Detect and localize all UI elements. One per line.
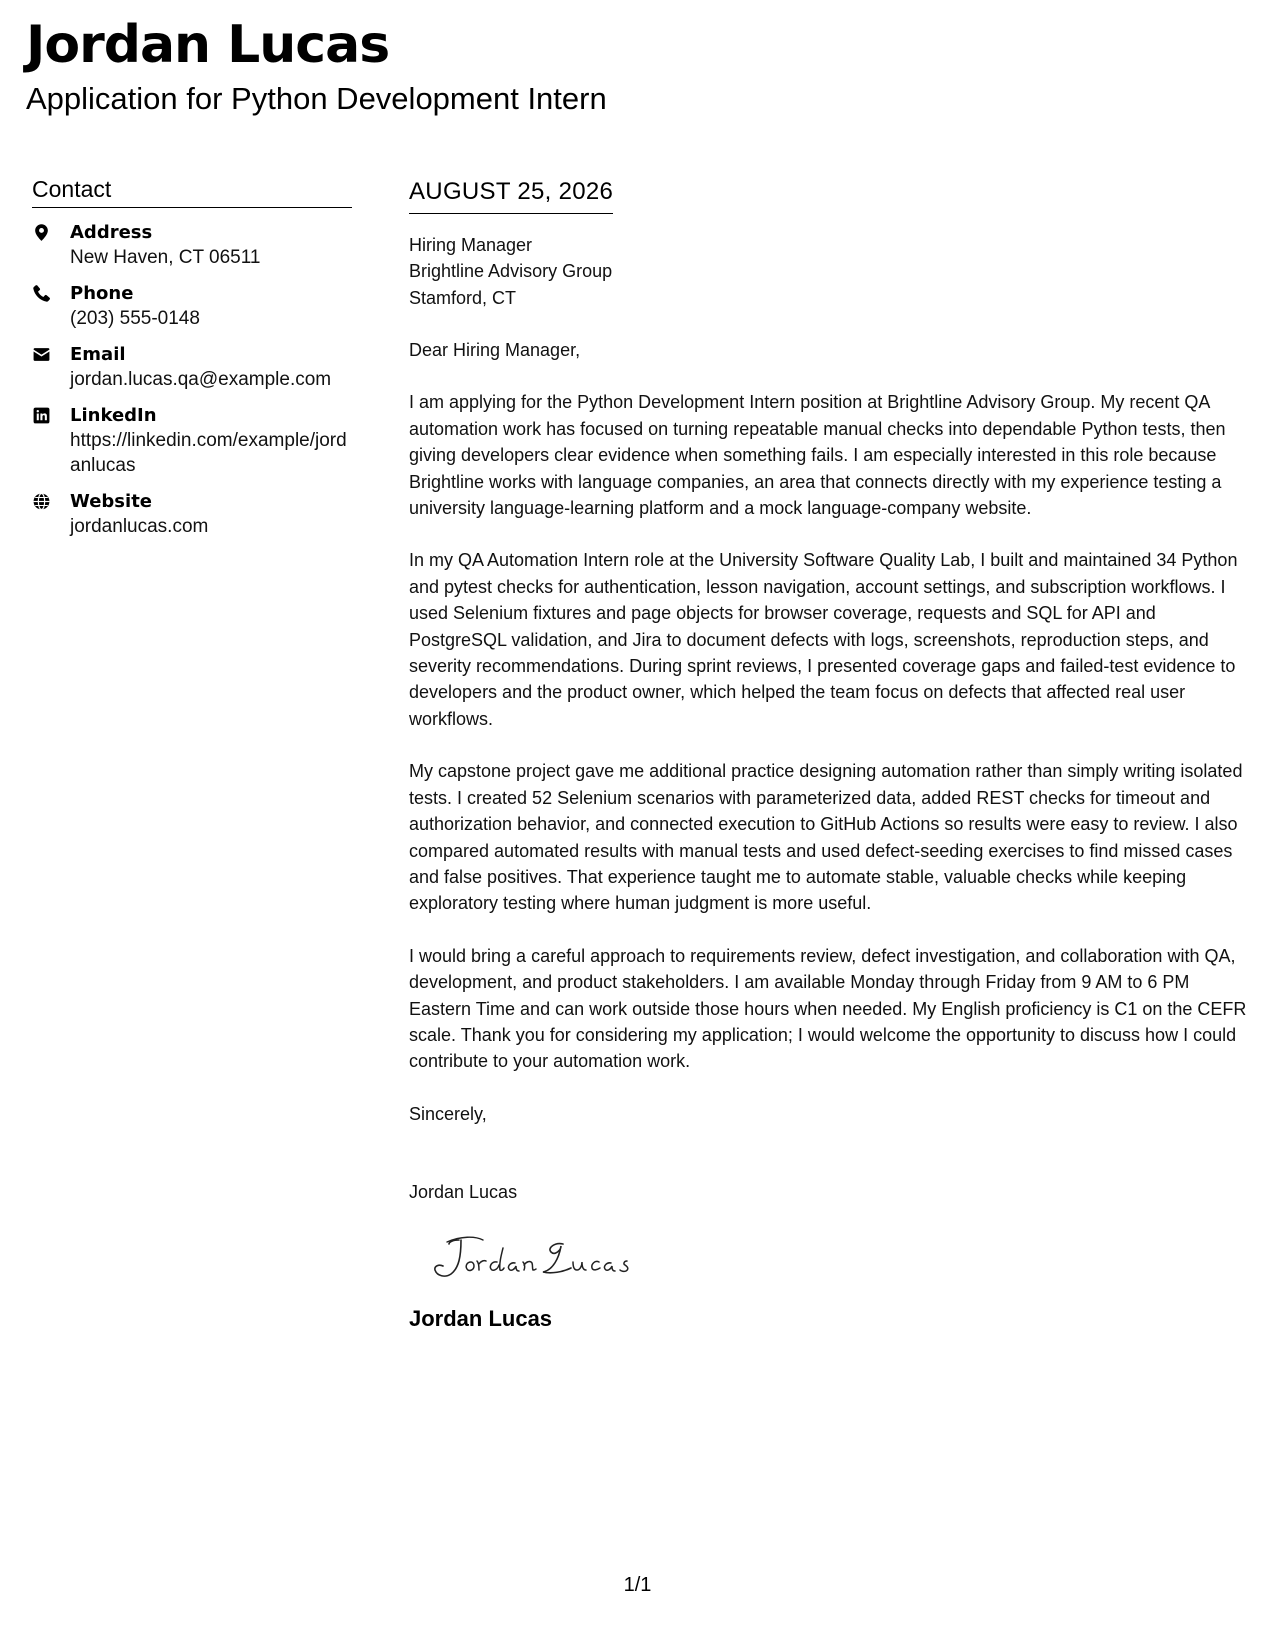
letter-body (409, 178, 1249, 1332)
salutation: Dear Hiring Manager, (409, 340, 581, 361)
location-pin-icon (32, 220, 70, 242)
contact-section-title: Contact (32, 176, 352, 208)
paragraph-3: My capstone project gave me additional practice designing automation rather than simply writing isolated tests. I created 52 Selenium scenarios with parameterized data, added REST checks for timeout and authorization behavior, and connected execution to GitHub Actions so results were easy to review. I also compared automated results with manual tests and used defect-seeding exercises to find missed cases and false positives. That experience taught me to automate stable, valuable checks while keeping exploratory testing where human judgment is more useful. (409, 761, 1243, 914)
letter-date: AUGUST 25, 2026 (409, 178, 614, 205)
application-subtitle: Application for Python Development Intern (26, 81, 607, 116)
signer-name-bold: Jordan Lucas (409, 1305, 553, 1331)
contact-label-phone: Phone (70, 282, 134, 304)
contact-value-website[interactable]: jordanlucas.com (70, 515, 209, 537)
recipient-company: Brightline Advisory Group (409, 261, 613, 282)
contact-label-linkedin: LinkedIn (70, 404, 157, 426)
contact-value-email[interactable]: jordan.lucas.qa@example.com (70, 368, 332, 390)
phone-icon (32, 281, 70, 303)
closing: Sincerely, (409, 1103, 487, 1124)
contact-item-address (32, 220, 352, 270)
contact-value-linkedin[interactable]: https://linkedin.com/example/jordanlucas (70, 429, 347, 476)
recipient-title: Hiring Manager (409, 234, 533, 255)
recipient-location: Stamford, CT (409, 287, 517, 308)
contact-value-phone: (203) 555-0148 (70, 307, 200, 329)
page-number: 1/1 (623, 1574, 652, 1596)
handwritten-signature (431, 1228, 1249, 1288)
contact-item-linkedin (32, 403, 352, 478)
linkedin-icon (32, 403, 70, 425)
applicant-name: Jordan Lucas (26, 15, 390, 75)
contact-label-address: Address (70, 221, 153, 243)
paragraph-4: I would bring a careful approach to requirements review, defect investigation, and collaboration with QA, development, and product stakeholders. I am available Monday through Friday from 9 AM to 6 PM Eastern Time and can work outside those hours when needed. My English proficiency is C1 on the CEFR scale. Thank you for considering my application; I would welcome the opportunity to discuss how I could contribute to your automation work. (409, 945, 1247, 1072)
contact-item-website (32, 489, 352, 539)
paragraph-1: I am applying for the Python Development Intern position at Brightline Advisory Group. My recent QA automation work has focused on turning repeatable manual checks into dependable Python tests, then giving developers clear evidence when something fails. I am especially interested in this role because Brightline works with language companies, an area that connects directly with my experience testing a university language-learning platform and a mock language-company website. (409, 392, 1226, 519)
contact-label-website: Website (70, 490, 153, 512)
date-underline (409, 178, 613, 214)
signer-name: Jordan Lucas (409, 1182, 518, 1203)
contact-list (32, 220, 352, 539)
contact-item-email (32, 342, 352, 392)
contact-value-address: New Haven, CT 06511 (70, 246, 261, 268)
contact-label-email: Email (70, 343, 126, 365)
recipient-block (409, 232, 1249, 311)
paragraph-2: In my QA Automation Intern role at the University Software Quality Lab, I built and maintained 34 Python and pytest checks for authentication, lesson navigation, account settings, and subscription workflows. I used Selenium fixtures and page objects for browser coverage, requests and SQL for API and PostgreSQL validation, and Jira to document defects with logs, screenshots, reproduction steps, and severity recommendations. During sprint reviews, I presented coverage gaps and failed-test evidence to developers and the product owner, which helped the team focus on defects that affected real user workflows. (409, 550, 1238, 729)
contact-sidebar (32, 176, 352, 550)
globe-icon (32, 489, 70, 511)
contact-item-phone (32, 281, 352, 331)
envelope-icon (32, 342, 70, 364)
